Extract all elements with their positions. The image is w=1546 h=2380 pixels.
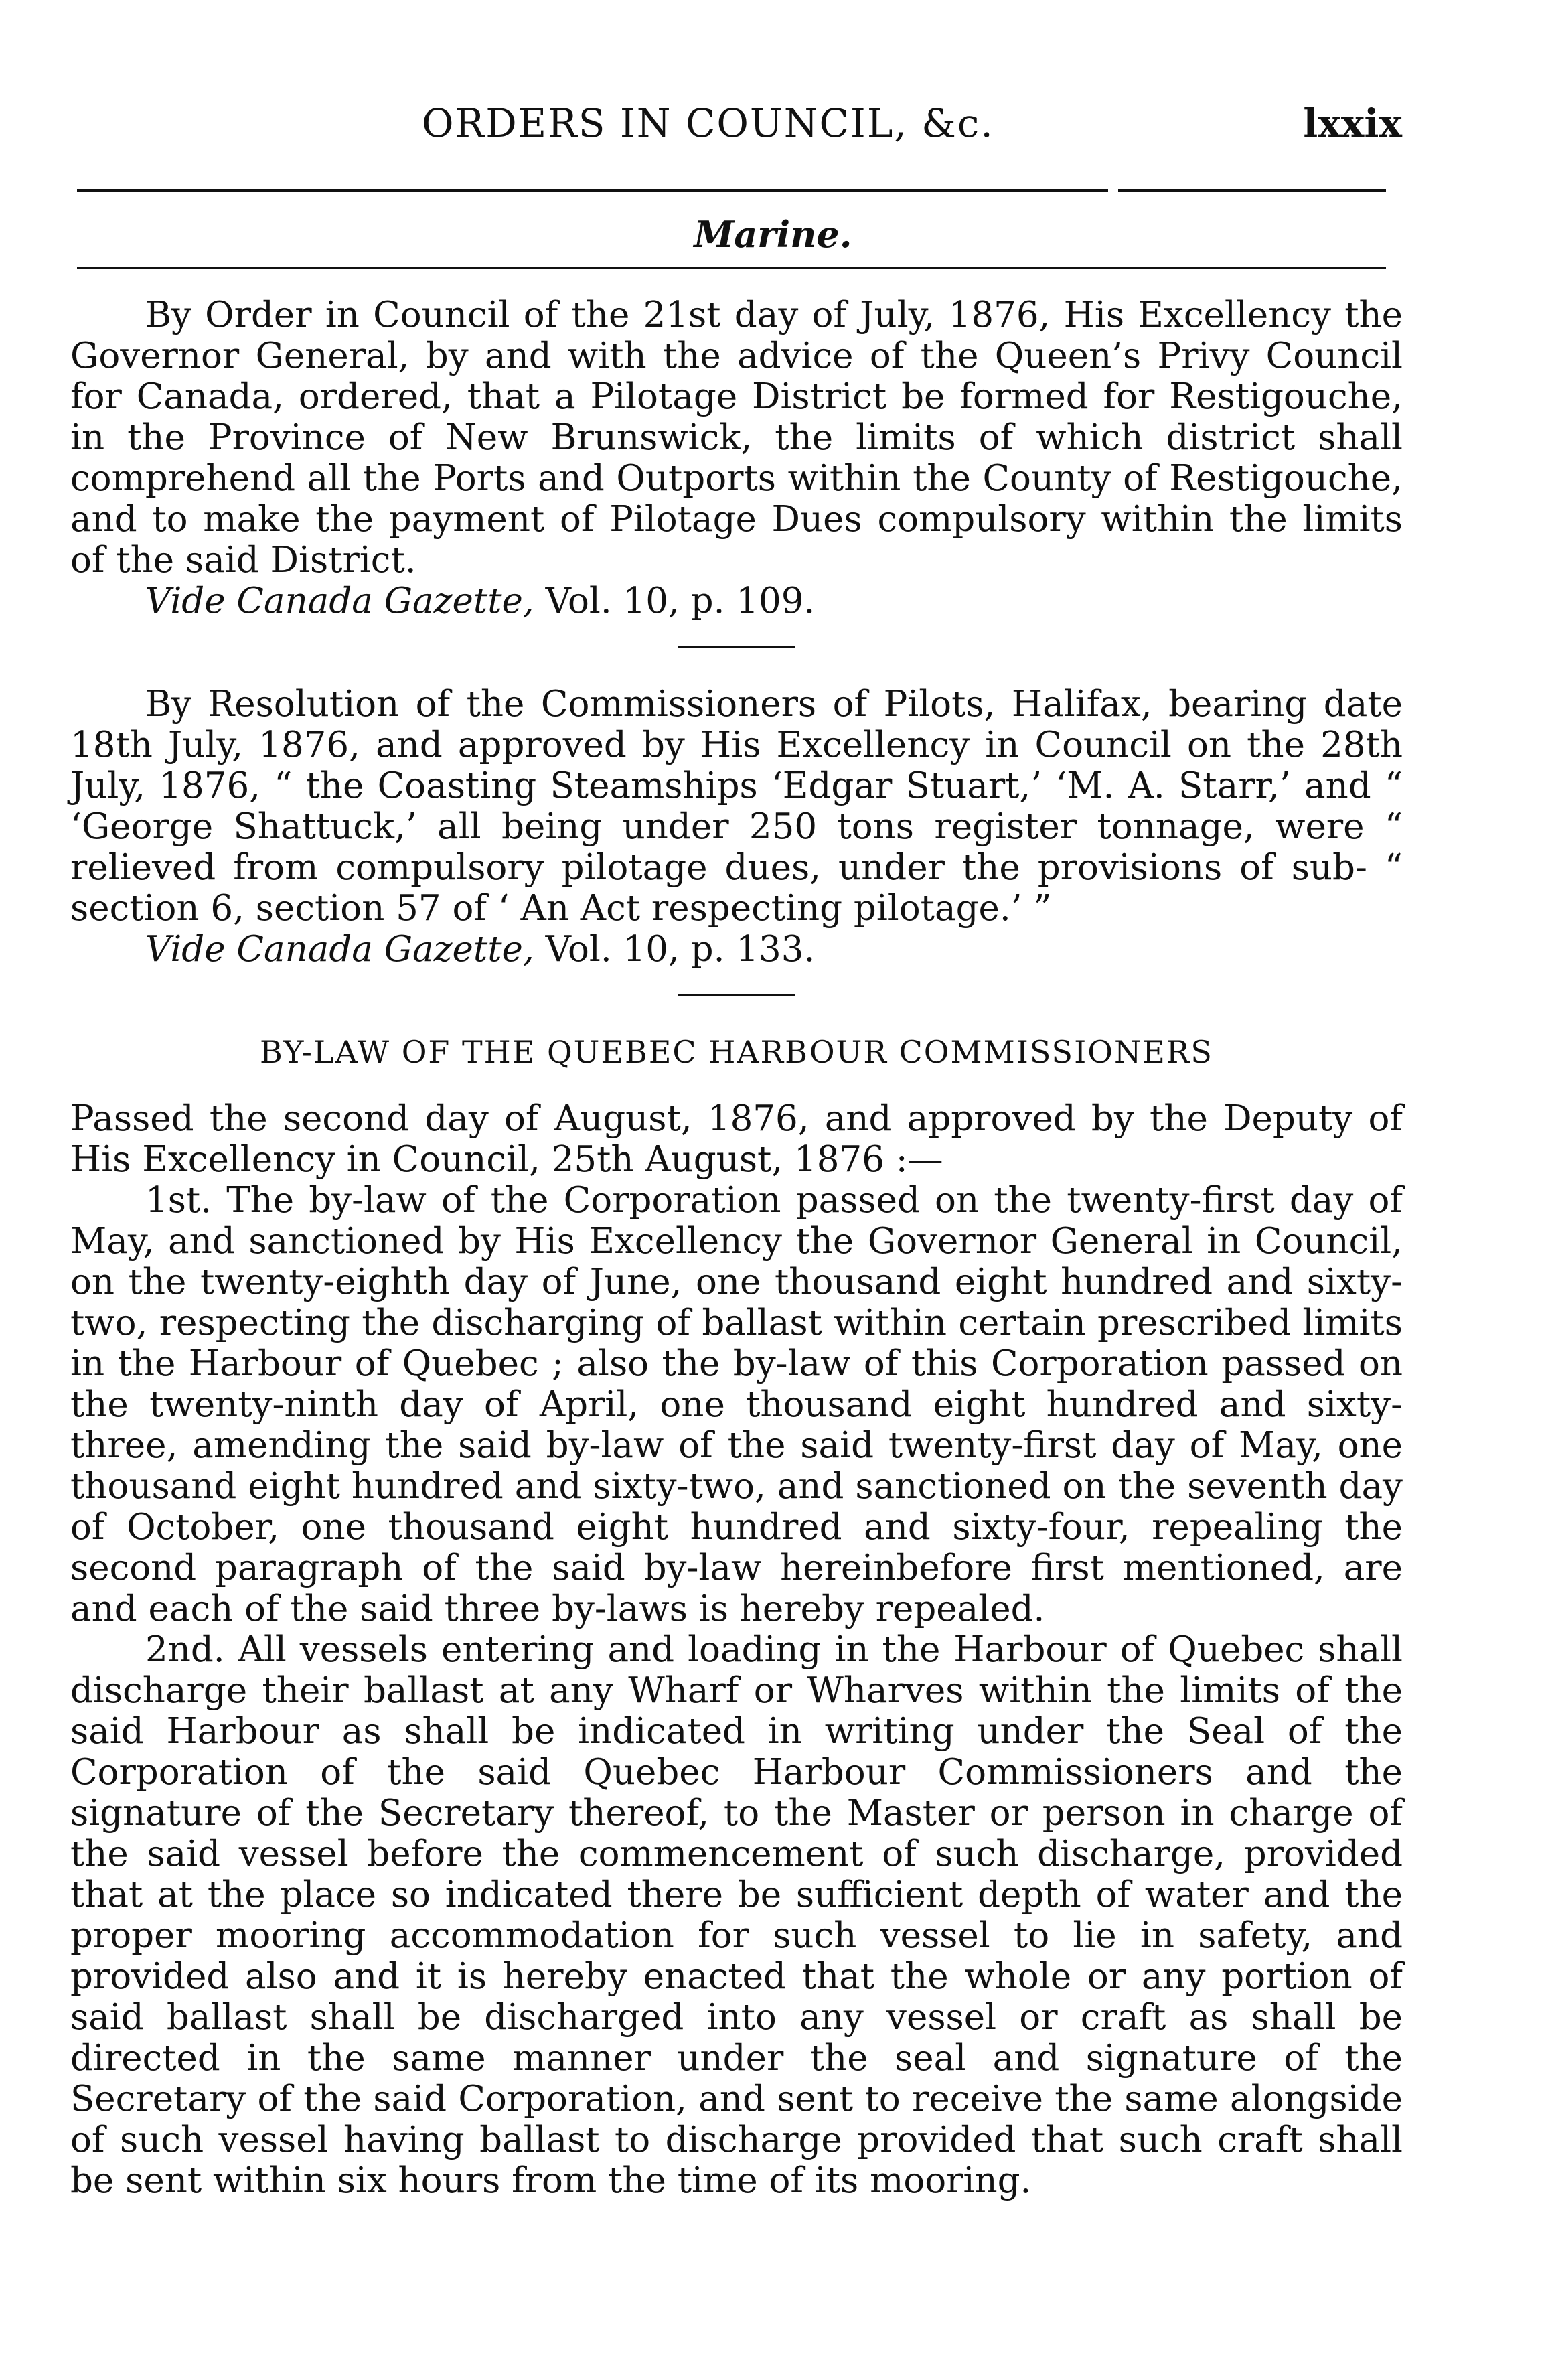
separator-rule [678,646,795,648]
resolution-paragraph: By Resolution of the Commissioners of Pilots, Halifax, bearing date 18th July, 1876, and approved by His Excellency in Council on the 28th July, 1876, “ the Coasting Steamships ‘Edgar Stuart,’ ‘M. A. Starr,’ and “ ‘George Shattuck,’ all being under 250 tons register tonnage, were “ relieved from compulsory pilotage dues, under the provisions of sub- “ section 6, section 57 of ‘ An Act respecting pilotage.’ ” [70,684,1403,929]
header-rule-right [1118,189,1386,192]
body-text [70,295,1403,2201]
citation-title: Vide Canada Gazette, [145,581,534,621]
page-number: lxxix [1303,100,1402,146]
order-paragraph: By Order in Council of the 21st day of July, 1876, His Excellency the Governor General, by and with the advice of the Queen’s Privy Council for Canada, ordered, that a Pilotage District be formed for Restigouche, in the Province of New Brunswick, the limits of which district shall comprehend all the Ports and Outports within the County of Restigouche, and to make the payment of Pilotage Dues compulsory within the limits of the said District. [70,295,1403,581]
running-header [0,100,1546,154]
bylaw-heading: BY-LAW OF THE QUEBEC HARBOUR COMMISSIONERS [260,1034,1213,1070]
bylaw-section-2: 2nd. All vessels entering and loading in the Harbour of Quebec shall discharge their ballast at any Wharf or Wharves within the limits of the said Harbour as shall be indicated in writing under the Seal of the Corporation of the said Quebec Harbour Commissioners and the signature of the Secretary thereof, to the Master or person in charge of the said vessel before the commencement of such discharge, provided that at the place so indicated there be sufficient depth of water and the proper mooring accommodation for such vessel to lie in safety, and provided also and it is hereby enacted that the whole or any portion of said ballast shall be discharged into any vessel or craft as shall be directed in the same manner under the seal and signature of the Secretary of the said Corporation, and sent to receive the same alongside of such vessel having ballast to discharge provided that such craft shall be sent within six hours from the time of its mooring. [70,1629,1403,2201]
section-title: Marine. [694,213,852,256]
citation [145,581,1403,621]
citation-title: Vide Canada Gazette, [145,929,534,970]
header-rule-left [77,189,1108,192]
bylaw-preamble: Passed the second day of August, 1876, and approved by the Deputy of His Excellency in Council, 25th August, 1876 :— [70,1098,1403,1180]
running-title: ORDERS IN COUNCIL, &c. [422,100,994,146]
citation [145,929,1403,970]
separator-rule [678,994,795,996]
bylaw-section-1: 1st. The by-law of the Corporation passed on the twenty-first day of May, and sanctioned by His Excellency the Governor General in Council, on the twenty-eighth day of June, one thousand eight hundred and sixty-two, respecting the discharging of ballast within certain prescribed limits in the Harbour of Quebec ; also the by-law of this Corporation passed on the twenty-ninth day of April, one thousand eight hundred and sixty-three, amending the said by-law of the said twenty-first day of May, one thousand eight hundred and sixty-two, and sanctioned on the seventh day of October, one thousand eight hundred and sixty-four, repealing the second paragraph of the said by-law hereinbefore first mentioned, are and each of the said three by-laws is hereby repealed. [70,1180,1403,1629]
citation-reference: Vol. 10, p. 109. [534,581,816,621]
citation-reference: Vol. 10, p. 133. [534,929,816,970]
section-rule [77,267,1386,269]
